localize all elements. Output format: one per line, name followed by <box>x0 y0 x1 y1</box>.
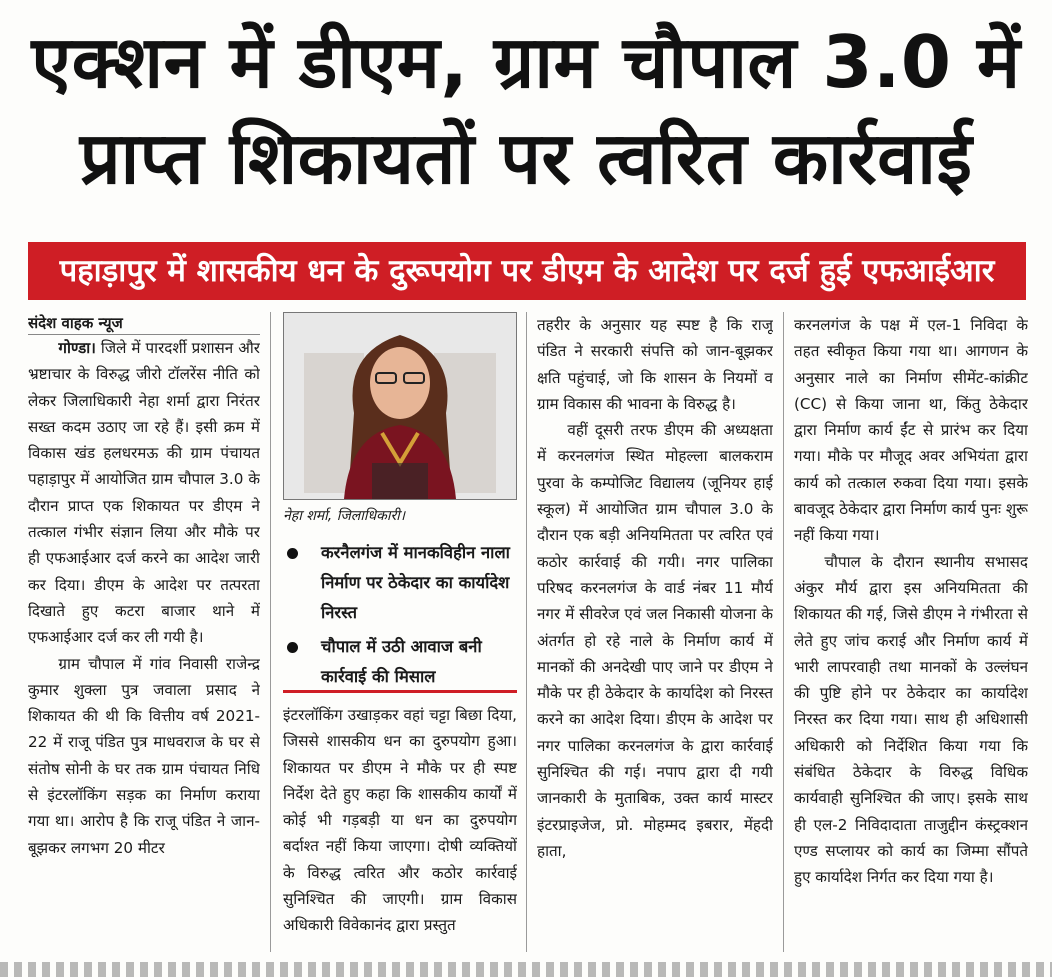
bullet-icon <box>287 548 298 559</box>
highlights-box <box>283 538 519 696</box>
bullet-icon <box>287 642 298 653</box>
article-paragraph: इंटरलॉकिंग उखाड़कर वहां चट्टा बिछा दिया, जिससे शासकीय धन का दुरुपयोग हुआ। शिकायत पर डीएम ने मौके पर ही स्पष्ट निर्देश देते हुए कहा कि शासकीय कार्यों में कोई भी गड़बड़ी या धन का दुरुपयोग बर्दाश्त नहीं किया जाएगा। दोषी व्यक्तियों के विरुद्ध त्वरित और कठोर कार्रवाई सुनिश्चित की जाएगी। ग्राम विकास अधिकारी विवेकानंद द्वारा प्रस्तुत <box>283 706 517 935</box>
headline-line-2: प्राप्त शिकायतों पर त्वरित कार्रवाई <box>79 116 973 200</box>
column-divider <box>526 312 527 952</box>
dateline: गोण्डा। <box>58 339 96 357</box>
article-paragraph: वहीं दूसरी तरफ डीएम की अध्यक्षता में करनलगंज स्थित मोहल्ला बालकराम पुरवा के कम्पोजिट विद्यालय (जूनियर हाई स्कूल) में आयोजित ग्राम चौपाल 3.0 के दौरान एक बड़ी अनियमितता पर त्वरित एवं कठोर कार्रवाई की गयी। नगर पालिका परिषद करनलगंज के वार्ड नंबर 11 मौर्य नगर में सीवरेज एवं जल निकासी योजना के अंतर्गत हो रहे नाले के निर्माण कार्य में मानकों की अनदेखी पाए जाने पर डीएम ने मौके पर ही ठेकेदार के कार्यादेश को निरस्त करने का आदेश दिया। डीएम के आदेश पर नगर पालिका करनलगंज के द्वारा कार्रवाई सुनिश्चित की गई। नपाप द्वारा दी गयी जानकारी के मुताबिक, उक्त कार्य मास्टर इंटरप्राइजेज, प्रो. मोहम्मद इबरार, मेंहदी हाता, <box>537 421 773 860</box>
next-article-strip <box>0 962 1052 977</box>
headline-line-1: एक्शन में डीएम, ग्राम चौपाल 3.0 में <box>31 20 1021 104</box>
highlight-item <box>283 632 519 692</box>
article-column-2 <box>283 702 517 960</box>
highlight-item <box>283 538 519 628</box>
highlights-divider <box>283 690 517 693</box>
article-column-1 <box>28 312 260 960</box>
subheadline-banner: पहाड़ापुर में शासकीय धन के दुरूपयोग पर डीएम के आदेश पर दर्ज हुई एफआईआर <box>28 242 1026 300</box>
headline <box>10 14 1042 206</box>
photo-dm-portrait <box>283 312 517 500</box>
highlight-text: करनैलगंज में मानकविहीन नाला निर्माण पर ठेकेदार का कार्यादेश निरस्त <box>321 543 510 622</box>
column-divider <box>783 312 784 952</box>
highlight-text: चौपाल में उठी आवाज बनी कार्रवाई की मिसाल <box>321 637 482 686</box>
article-paragraph: तहरीर के अनुसार यह स्पष्ट है कि राजू पंडित ने सरकारी संपत्ति को जान-बूझकर क्षति पहुंचाई, जो कि शासन के नियमों व ग्राम विकास की भावना के विरुद्ध है। <box>537 316 773 413</box>
article-column-3 <box>537 312 773 960</box>
photo-caption: नेहा शर्मा, जिलाधिकारी। <box>283 508 406 524</box>
column-divider <box>270 312 271 952</box>
article-column-4 <box>794 312 1028 960</box>
article-paragraph: चौपाल के दौरान स्थानीय सभासद अंकुर मौर्य द्वारा इस अनियमितता की शिकायत की गई, जिसे डीएम ने गंभीरता से लेते हुए जांच कराई और निर्माण कार्य में भारी लापरवाही तथा मानकों के उल्लंघन की पुष्टि होने पर ठेकेदार का कार्यादेश निरस्त कर दिया गया। साथ ही अधिशासी अधिकारी को निर्देशित किया गया कि संबंधित ठेकेदार के विरुद्ध विधिक कार्यवाही सुनिश्चित की जाए। इसके साथ ही एल-2 निविदादाता ताजुद्दीन कंस्ट्रक्शन एण्ड सप्लायर को कार्य का जिम्मा सौंपते हुए कार्यादेश निर्गत कर दिया गया है। <box>794 552 1028 887</box>
article-paragraph: ग्राम चौपाल में गांव निवासी राजेन्द्र कुमार शुक्ला पुत्र जवाला प्रसाद ने शिकायत की थी कि वित्तीय वर्ष 2021-22 में राजू पंडित पुत्र माधवराज के घर से संतोष सोनी के घर तक ग्राम पंचायत निधि से इंटरलॉकिंग सड़क का निर्माण कराया गया था। आरोप है कि राजू पंडित ने जान-बूझकर लगभग 20 मीटर <box>28 654 260 857</box>
paragraph-text: जिले में पारदर्शी प्रशासन और भ्रष्टाचार के विरुद्ध जीरो टॉलरेंस नीति को लेकर जिलाधिकारी नेहा शर्मा द्वारा निरंतर सख्त कदम उठाए जा रहे हैं। इसी क्रम में विकास खंड हलधरमऊ की ग्राम पंचायत पहाड़ापुर में आयोजित ग्राम चौपाल 3.0 के दौरान प्राप्त एक शिकायत पर डीएम ने तत्काल गंभीर संज्ञान लिया और मौके पर ही एफआईआर दर्ज करने का आदेश जारी कर दिया। डीएम के आदेश पर तत्परता दिखाते हुए कटरा बाजार थाने में एफआईआर दर्ज कर ली गयी है। <box>28 339 260 647</box>
article-paragraph: करनलगंज के पक्ष में एल-1 निविदा के तहत स्वीकृत किया गया था। आगणन के अनुसार नाले का निर्माण सीमेंट-कांक्रीट (CC) से किया जाना था, किंतु ठेकेदार द्वारा निर्माण कार्य ईंट से प्रारंभ कर दिया गया। मौके पर मौजूद अवर अभियंता द्वारा कार्य को तत्काल रुकवा दिया गया। इसके बावजूद ठेकेदार द्वारा निर्माण कार्य पुनः शुरू नहीं किया गया। <box>794 316 1028 545</box>
byline: संदेश वाहक न्यूज <box>28 312 260 335</box>
article-paragraph <box>28 335 260 651</box>
portrait-illustration <box>284 313 516 499</box>
